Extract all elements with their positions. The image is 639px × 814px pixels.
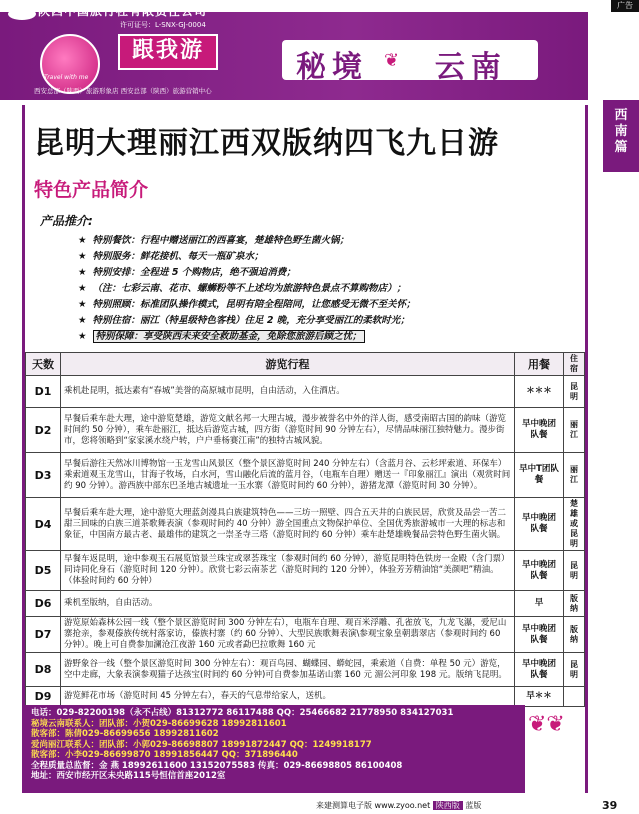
table-header-row	[26, 353, 585, 376]
page-title: 昆明大理丽江西双版纳四飞九日游	[34, 126, 499, 161]
star-icon: ★	[78, 315, 87, 326]
feature-item: ★ 特别照顾：标准团队操作模式，昆明有陪全程陪同，让您感受无微不至关怀；	[78, 299, 416, 310]
swirl-icon: ❦	[384, 50, 400, 71]
star-icon: ★	[78, 267, 87, 278]
table-row: D1 乘机赴昆明，抵达素有“春城”美誉的高原城市昆明，自由活动，入住酒店。 ＊＊＊ 昆明	[26, 376, 585, 408]
contact-mystic-team: 秘境云南联系人：团队部：小贺029-86699628 18992811601	[31, 718, 287, 729]
license-number: 许可证号：L-SNX-GJ-0004	[120, 21, 206, 29]
star-icon: ★	[78, 283, 87, 294]
branches-line: 西安总部（陕西）旅游形象店 西安总部（陕西）旅游营销中心	[34, 87, 212, 95]
header-meal: 用餐	[515, 353, 564, 376]
travel-logo-icon	[40, 34, 100, 94]
table-row: D8 游野象谷一线（整个景区游览时间 300 分钟左右）：观百鸟园、蝴蝶园、蟒蛇园，乘索道（自费：单程 50 元）游览，空中走廊，大象表演参观猫子达孩宝(时间约 60 分钟)可自费参加基诺山寨 160 元 湄公河印象 198 元。版纳飞昆明。 早中晚团队餐 昆明	[26, 653, 585, 687]
swirl-decoration-icon: ❦❦	[528, 712, 565, 737]
table-row: D4 早餐后乘车赴大理，途中游览大理蓝剑漫具白族建筑特色——三坊一照壁、四合五天井的白族民居，欣赏及品尝一苦二甜三回味的白族三道茶歌舞表演（参观时间约 40 分钟）游全国重点文物保护单位、全国优秀旅游城市一大理的标志和象征，中国南方最古老、最雄伟的建筑之一崇圣寺三塔（游览时间约 60 分钟）乘车赴楚雄晚餐品尝特色野生菌火锅。 早中晚团队餐 楚雄或昆明	[26, 498, 585, 551]
brand-name: 跟我游	[118, 34, 218, 70]
slogan-left: 秘境	[296, 50, 368, 85]
table-row: D9 游览鲜花市场（游览时间 45 分钟左右），春天的气息带给家人，送机。 早＊＊	[26, 687, 585, 707]
logo-text: Travel with me	[44, 74, 89, 81]
table-row: D2 早餐后乘车赴大理，途中游览楚雄，游览文献名邦一大理古城，漫步被誉名中外的洋人街，感受南昭古国的韵味（游览时间约 50 分钟），乘车赴丽江，抵达后游览古城，四方街（游览时间 90 分钟左右），尽情品味丽江独特魅力。漫步街市，您将领略到“家家溪水绕户转，户户垂杨赛江南”的独特古城风貌。 早中晚团队餐 丽江	[26, 408, 585, 453]
contact-mystic-individual: 散客部：陈倩029-86699656 18992811602	[31, 729, 219, 739]
slogan-title	[296, 42, 507, 86]
footer-edition: 陕西版	[433, 801, 463, 810]
side-tab-southwest	[603, 100, 639, 172]
feature-item: ★ 特别服务：鲜花接机、每天一瓶矿泉水；	[78, 251, 264, 262]
table-row: D6 乘机至版纳，自由活动。 早 版纳	[26, 591, 585, 617]
side-tab-label: 西南篇	[614, 108, 628, 155]
star-icon: ★	[78, 235, 87, 246]
contact-quality: 全程质量总监督：金 燕 18992611600 13152075583 传真：029-86698805 86100408	[31, 760, 403, 771]
feature-item: ★ （注：七彩云南、花市、螺蛳粉等不上述均为旅游特色景点不算购物店）；	[78, 283, 407, 294]
header-hotel: 住宿	[564, 353, 585, 376]
contact-lijiang-individual: 散客部：小李029-86699870 18991856447 QQ：371896440	[31, 750, 298, 760]
table-row: D5 早餐车返昆明，途中参观玉石展览馆景兰珠宝或翠荟珠宝（参观时间约 60 分钟），游览昆明特色铁房一金殿（含门票）同诗同化身石（游览时间 120 分钟）。欣赏七彩云南茶艺（游览时间约 120 分钟），体验芳芳精油馆“美颜吧”精油。（体验时间约 60 分钟） 早中晚团队餐 昆明	[26, 551, 585, 591]
contact-panel	[25, 705, 525, 793]
page-number: 39	[602, 799, 618, 812]
star-icon: ★	[78, 299, 87, 310]
feature-item: ★ 特别保障：享受陕西未来安全救助基金，免除您旅游后顾之忧；	[78, 329, 578, 345]
feature-item: ★ 特别餐饮：行程中赠送丽江的西喜宴，楚雄特色野生菌火锅；	[78, 235, 350, 246]
contact-phone: 电话：029-82200198（永不占线）81312772 86117488 QQ：25466682 21778950 834127031	[31, 708, 454, 718]
header-itinerary: 游览行程	[61, 353, 515, 376]
table-row: D7 游览原始森林公园一线（整个景区游览时间 300 分钟左右），电瓶车自理、观百米浮雕、孔雀放飞，九龙飞瀑，爱尼山寨抢亲，参观傣族传统村落家访，傣族村寨（约 60 分钟）、大型民族歌舞表演\参观宝象皇朝翡翠店（参观时间约 60 分钟）。晚上可自费参加澜沧江夜游 160 元或者勐巴拉歌舞 160 元 早中晚团队餐 版纳	[26, 617, 585, 653]
intro-label: 产品推介:	[40, 214, 93, 228]
contact-address: 地址：西安市经开区未央路115号恒信首座2012室	[31, 771, 226, 781]
itinerary-table	[25, 352, 585, 707]
contact-lijiang-team: 爱尚丽江联系人：团队部：小郭029-86698807 18991872447 QQ：1249918177	[31, 739, 372, 750]
feature-item: ★ 特别住宿：丽江（特星级特色客栈）住足 2 晚，充分享受丽江的柔软时光；	[78, 315, 410, 326]
ad-label: 广告	[611, 0, 639, 12]
slogan-right: 云南	[434, 50, 507, 85]
feature-item: ★ 特别安排：全程进 5 个购物店，绝不强迫消费；	[78, 267, 296, 278]
section-title: 特色产品简介	[34, 179, 149, 201]
footer-site: 来建测算电子版 www.zyoo.net	[316, 801, 431, 810]
footer-text	[316, 800, 481, 811]
company-logo-icon	[8, 8, 36, 20]
company-name: 陕西中国旅行社有限责任公司	[38, 4, 208, 18]
footer-color: 蓝版	[465, 801, 482, 810]
star-icon: ★	[78, 331, 87, 342]
feature-list	[78, 233, 578, 345]
header-day: 天数	[26, 353, 61, 376]
star-icon: ★	[78, 251, 87, 262]
table-row: D3 早餐后游往天然冰川博物馆一玉龙雪山风景区（整个景区游览时间 240 分钟左右）（含蓝月谷、云杉坪索道、环保车）乘索道观玉龙雪山，甘海子牧场，白水河，雪山融化后流的蓝月谷，（电瓶车自理）赠送一『印象丽江』演出（观赏时间约 90 分钟）。游西族中部东巴圣地古城遗址一玉水寨（游览时间约 60 分钟），游猪龙潭（游览时间 30 分钟）。 早中T团队餐 丽江	[26, 453, 585, 498]
